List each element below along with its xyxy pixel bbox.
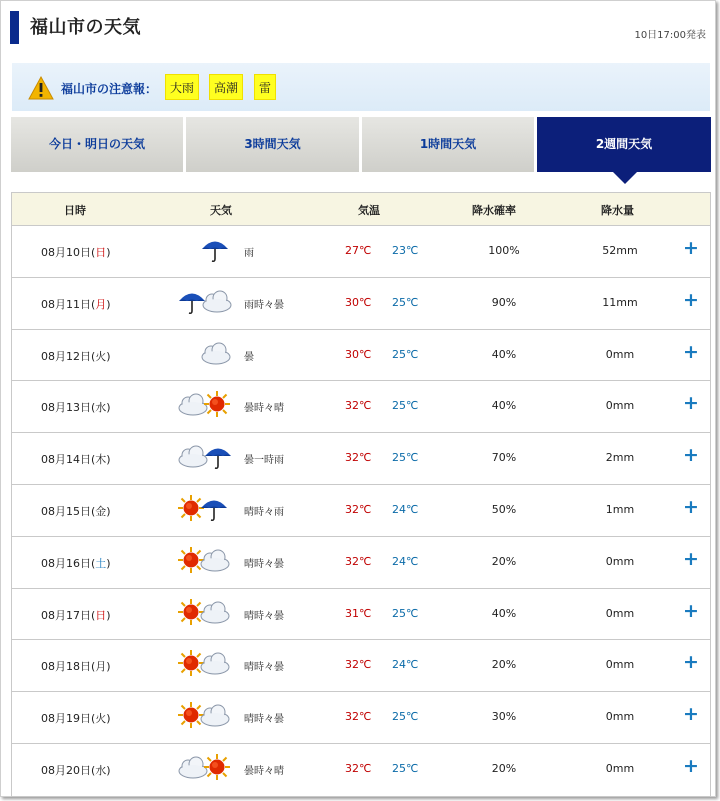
day-of-week: 金: [95, 504, 107, 518]
weather-icons: [177, 288, 233, 318]
header-pop: 降水確率: [472, 204, 516, 217]
warning-triangle-icon: [28, 76, 54, 100]
warning-label: 福山市の注意報：: [61, 82, 158, 96]
row-date: 08月11日(月): [41, 297, 111, 311]
temp-high: 30℃: [345, 295, 372, 309]
expand-button[interactable]: +: [683, 754, 699, 777]
precip-amount: 0mm: [605, 347, 635, 361]
date-text: 08月20日(: [41, 763, 96, 777]
table-header: [12, 193, 710, 226]
weather-icons: [200, 236, 230, 266]
temp-high: 31℃: [345, 606, 372, 620]
precip-probability: 90%: [491, 295, 517, 309]
cloud-icon: [200, 340, 232, 370]
row-date: 08月20日(水): [41, 763, 111, 777]
cloud-icon: [201, 288, 233, 318]
table-row: [12, 537, 710, 589]
tab-today-tomorrow[interactable]: 今日・明日の天気: [11, 117, 184, 172]
temp-high: 32℃: [345, 502, 372, 516]
forecast-table: [11, 192, 711, 797]
issued-time: 10日17:00発表: [634, 30, 706, 41]
temp-high: 27℃: [345, 244, 372, 257]
table-row: [12, 278, 710, 330]
weather-text: 雨: [244, 248, 254, 259]
umbrella-icon: [200, 234, 230, 268]
precip-amount: 1mm: [605, 502, 635, 516]
day-of-week: 木: [95, 453, 107, 467]
warning-badge-thunder[interactable]: 雷: [254, 74, 276, 100]
precip-probability: 20%: [491, 658, 517, 672]
day-of-week: 月: [95, 297, 107, 311]
temp-high: 32℃: [345, 451, 372, 465]
precip-amount: 0mm: [605, 710, 635, 724]
precip-amount: 0mm: [605, 761, 635, 775]
precip-probability: 20%: [491, 554, 517, 568]
precip-probability: 70%: [491, 451, 517, 465]
temp-low: 25℃: [392, 606, 419, 620]
temp-low: 25℃: [392, 295, 419, 309]
temp-low: 25℃: [392, 347, 419, 361]
sun-icon: [203, 753, 231, 785]
sun-icon: [203, 390, 231, 422]
temp-low: 25℃: [392, 451, 419, 465]
cloud-icon: [199, 599, 231, 629]
expand-button[interactable]: +: [683, 703, 699, 726]
date-text: 08月14日(: [41, 453, 96, 467]
weather-text: 曇時々晴: [244, 765, 284, 777]
row-date: 08月14日(木): [41, 453, 111, 467]
temp-high: 32℃: [345, 554, 372, 568]
temp-low: 23℃: [392, 244, 419, 257]
table-row: [12, 226, 710, 278]
day-of-week: 火: [95, 712, 107, 726]
table-row: [12, 330, 710, 382]
precip-probability: 40%: [491, 606, 517, 620]
weather-text: 曇: [244, 351, 254, 363]
temp-high: 32℃: [345, 399, 372, 413]
table-body: [12, 226, 710, 796]
row-date: 08月15日(金): [41, 504, 111, 518]
date-text: 08月13日(: [41, 401, 96, 415]
precip-probability: 100%: [488, 244, 520, 257]
expand-button[interactable]: +: [683, 340, 699, 363]
weather-text: 晴時々曇: [244, 610, 284, 622]
page-title: 福山市の天気: [30, 17, 141, 38]
weather-icons: [177, 650, 231, 680]
weather-text: 雨時々曇: [244, 299, 284, 311]
precip-amount: 52mm: [602, 244, 638, 257]
temp-high: 32℃: [345, 761, 372, 775]
active-tab-pointer: [613, 172, 637, 184]
date-text: 08月12日(: [41, 349, 96, 363]
row-date: 08月16日(土): [41, 556, 111, 570]
expand-button[interactable]: +: [683, 392, 699, 415]
weather-icons: [177, 702, 231, 732]
umbrella-icon: [199, 493, 229, 527]
temp-low: 25℃: [392, 710, 419, 724]
cloud-icon: [199, 547, 231, 577]
row-date: 08月19日(火): [41, 712, 111, 726]
weather-icons: [177, 599, 231, 629]
forecast-tabs: [11, 117, 712, 172]
weather-text: 晴時々曇: [244, 662, 284, 674]
weather-icons: [177, 391, 231, 421]
precip-amount: 0mm: [605, 399, 635, 413]
precip-probability: 20%: [491, 761, 517, 775]
weather-icons: [200, 340, 232, 370]
precip-probability: 40%: [491, 399, 517, 413]
temp-low: 25℃: [392, 399, 419, 413]
table-row: [12, 744, 710, 796]
cloud-icon: [199, 702, 231, 732]
expand-button[interactable]: +: [683, 288, 699, 311]
temp-low: 24℃: [392, 658, 419, 672]
tab-3hour[interactable]: 3時間天気: [186, 117, 360, 172]
warning-badge-storm-surge[interactable]: 高潮: [209, 74, 243, 100]
weather-icons: [177, 495, 229, 525]
temp-high: 30℃: [345, 347, 372, 361]
header-weather: 天気: [210, 204, 232, 217]
row-date: 08月18日(月): [41, 660, 111, 674]
precip-probability: 40%: [491, 347, 517, 361]
date-text: 08月15日(: [41, 504, 96, 518]
title-accent-bar: [10, 11, 19, 44]
day-of-week: 水: [95, 401, 107, 415]
warning-bar: [12, 63, 710, 111]
day-of-week: 火: [95, 349, 107, 363]
temp-low: 24℃: [392, 502, 419, 516]
precip-amount: 0mm: [605, 606, 635, 620]
expand-button[interactable]: +: [683, 495, 699, 518]
weather-text: 晴時々曇: [244, 558, 284, 570]
date-text: 08月19日(: [41, 712, 96, 726]
table-row: [12, 485, 710, 537]
precip-amount: 2mm: [605, 451, 635, 465]
table-row: [12, 381, 710, 433]
title-bar: [10, 11, 710, 45]
date-text: 08月18日(: [41, 660, 96, 674]
precip-probability: 50%: [491, 502, 517, 516]
temp-high: 32℃: [345, 710, 372, 724]
header-date: 日時: [64, 204, 86, 217]
expand-button[interactable]: +: [683, 547, 699, 570]
date-text: 08月16日(: [41, 556, 96, 570]
table-row: [12, 640, 710, 692]
precip-amount: 0mm: [605, 658, 635, 672]
date-text: 08月10日(: [41, 246, 96, 259]
row-date: 08月10日(日): [41, 246, 111, 259]
weather-icons: [177, 754, 231, 784]
day-of-week: 日: [95, 246, 107, 259]
day-of-week: 土: [95, 556, 107, 570]
precip-probability: 30%: [491, 710, 517, 724]
day-of-week: 月: [95, 660, 107, 674]
umbrella-icon: [203, 441, 233, 475]
table-row: [12, 589, 710, 641]
warning-badge-heavy-rain[interactable]: 大雨: [165, 74, 199, 100]
precip-amount: 0mm: [605, 554, 635, 568]
header-amount: 降水量: [601, 204, 634, 217]
row-date: 08月13日(水): [41, 401, 111, 415]
weather-text: 晴時々雨: [244, 506, 284, 518]
weather-icons: [177, 547, 231, 577]
weather-text: 曇一時雨: [244, 455, 284, 467]
weather-icons: [177, 443, 233, 473]
day-of-week: 日: [95, 608, 107, 622]
tab-1hour[interactable]: 1時間天気: [362, 117, 535, 172]
expand-button[interactable]: +: [683, 651, 699, 674]
cloud-icon: [199, 650, 231, 680]
row-date: 08月17日(日): [41, 608, 111, 622]
temp-low: 24℃: [392, 554, 419, 568]
row-date: 08月12日(火): [41, 349, 111, 363]
header-temp: 気温: [358, 204, 380, 217]
precip-amount: 11mm: [602, 295, 638, 309]
date-text: 08月11日(: [41, 297, 96, 311]
tab-2week[interactable]: 2週間天気: [537, 117, 712, 172]
table-row: [12, 433, 710, 485]
expand-button[interactable]: +: [683, 444, 699, 467]
weather-text: 曇時々晴: [244, 403, 284, 415]
date-text: 08月17日(: [41, 608, 96, 622]
expand-button[interactable]: +: [683, 599, 699, 622]
table-row: [12, 692, 710, 744]
expand-button[interactable]: +: [683, 237, 699, 259]
temp-high: 32℃: [345, 658, 372, 672]
weather-text: 晴時々曇: [244, 714, 284, 726]
day-of-week: 水: [95, 763, 107, 777]
temp-low: 25℃: [392, 761, 419, 775]
